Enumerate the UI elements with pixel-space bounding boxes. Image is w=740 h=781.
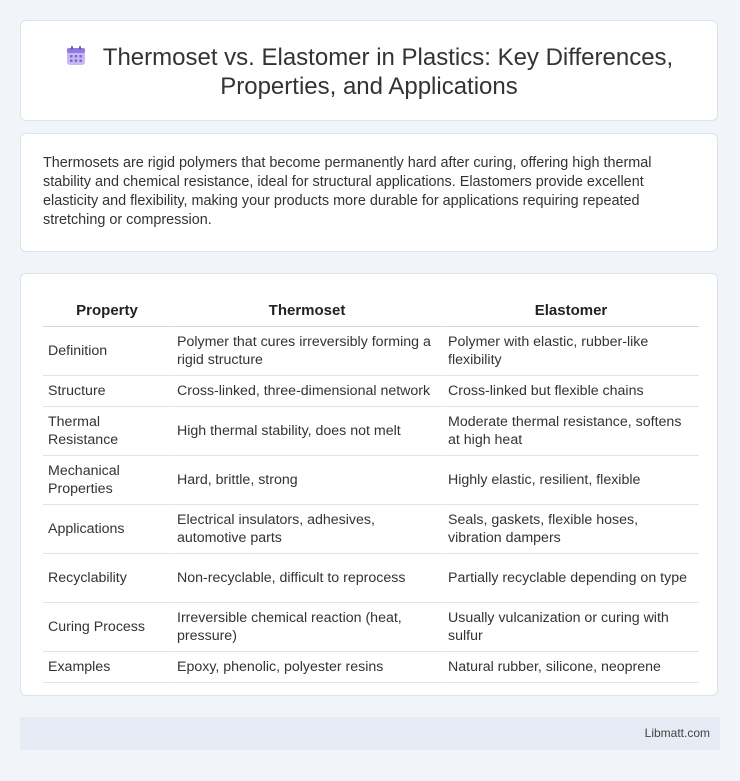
cell-property: Structure — [43, 376, 171, 407]
cell-thermoset: Non-recyclable, difficult to reprocess — [171, 554, 442, 603]
header-elastomer: Elastomer — [442, 294, 699, 327]
cell-elastomer: Natural rubber, silicone, neoprene — [442, 652, 699, 683]
title-line-1: Thermoset vs. Elastomer in Plastics: Key Differences, — [102, 44, 674, 71]
cell-elastomer: Highly elastic, resilient, flexible — [442, 456, 699, 505]
cell-property: Thermal Resistance — [43, 407, 171, 456]
cell-thermoset: Epoxy, phenolic, polyester resins — [171, 652, 442, 683]
intro-paragraph: Thermosets are rigid polymers that become permanently hard after curing, offering high thermal stability and chemical resistance, ideal for structural applications. Elastomers provide excellent elasticity and flexibility, making your products more durable for applications requiring repeated stretching or compression. — [43, 155, 652, 228]
cell-elastomer: Partially recyclable depending on type — [442, 554, 699, 603]
cell-elastomer: Cross-linked but flexible chains — [442, 376, 699, 407]
table-row — [43, 505, 699, 554]
cell-thermoset: Cross-linked, three-dimensional network — [171, 376, 442, 407]
comparison-card — [20, 273, 718, 696]
table-row — [43, 652, 699, 683]
cell-thermoset: Hard, brittle, strong — [171, 456, 442, 505]
cell-thermoset: Electrical insulators, adhesives, automotive parts — [171, 505, 442, 554]
footer-brand-link[interactable]: Libmatt.com — [644, 726, 710, 740]
table-row — [43, 327, 699, 376]
cell-property: Definition — [43, 327, 171, 376]
table-header-row — [43, 294, 699, 327]
cell-elastomer: Polymer with elastic, rubber-like flexibility — [442, 327, 699, 376]
cell-property: Recyclability — [43, 554, 171, 603]
cell-thermoset: High thermal stability, does not melt — [171, 407, 442, 456]
table-row — [43, 376, 699, 407]
table-row — [43, 603, 699, 652]
cell-elastomer: Usually vulcanization or curing with sulfur — [442, 603, 699, 652]
cell-property: Curing Process — [43, 603, 171, 652]
title-card — [20, 20, 718, 121]
page-title — [21, 43, 717, 101]
cell-thermoset: Irreversible chemical reaction (heat, pressure) — [171, 603, 442, 652]
header-property: Property — [43, 294, 171, 327]
cell-elastomer: Moderate thermal resistance, softens at high heat — [442, 407, 699, 456]
calendar-icon — [65, 45, 87, 67]
cell-elastomer: Seals, gaskets, flexible hoses, vibration dampers — [442, 505, 699, 554]
footer-bar — [20, 717, 720, 750]
header-thermoset: Thermoset — [171, 294, 442, 327]
table-row — [43, 407, 699, 456]
table-row — [43, 554, 699, 603]
intro-card — [20, 133, 718, 252]
cell-property: Examples — [43, 652, 171, 683]
cell-property: Applications — [43, 505, 171, 554]
cell-property: Mechanical Properties — [43, 456, 171, 505]
title-line-2: Properties, and Applications — [220, 73, 518, 100]
cell-thermoset: Polymer that cures irreversibly forming a rigid structure — [171, 327, 442, 376]
table-row — [43, 456, 699, 505]
comparison-table — [43, 294, 699, 683]
